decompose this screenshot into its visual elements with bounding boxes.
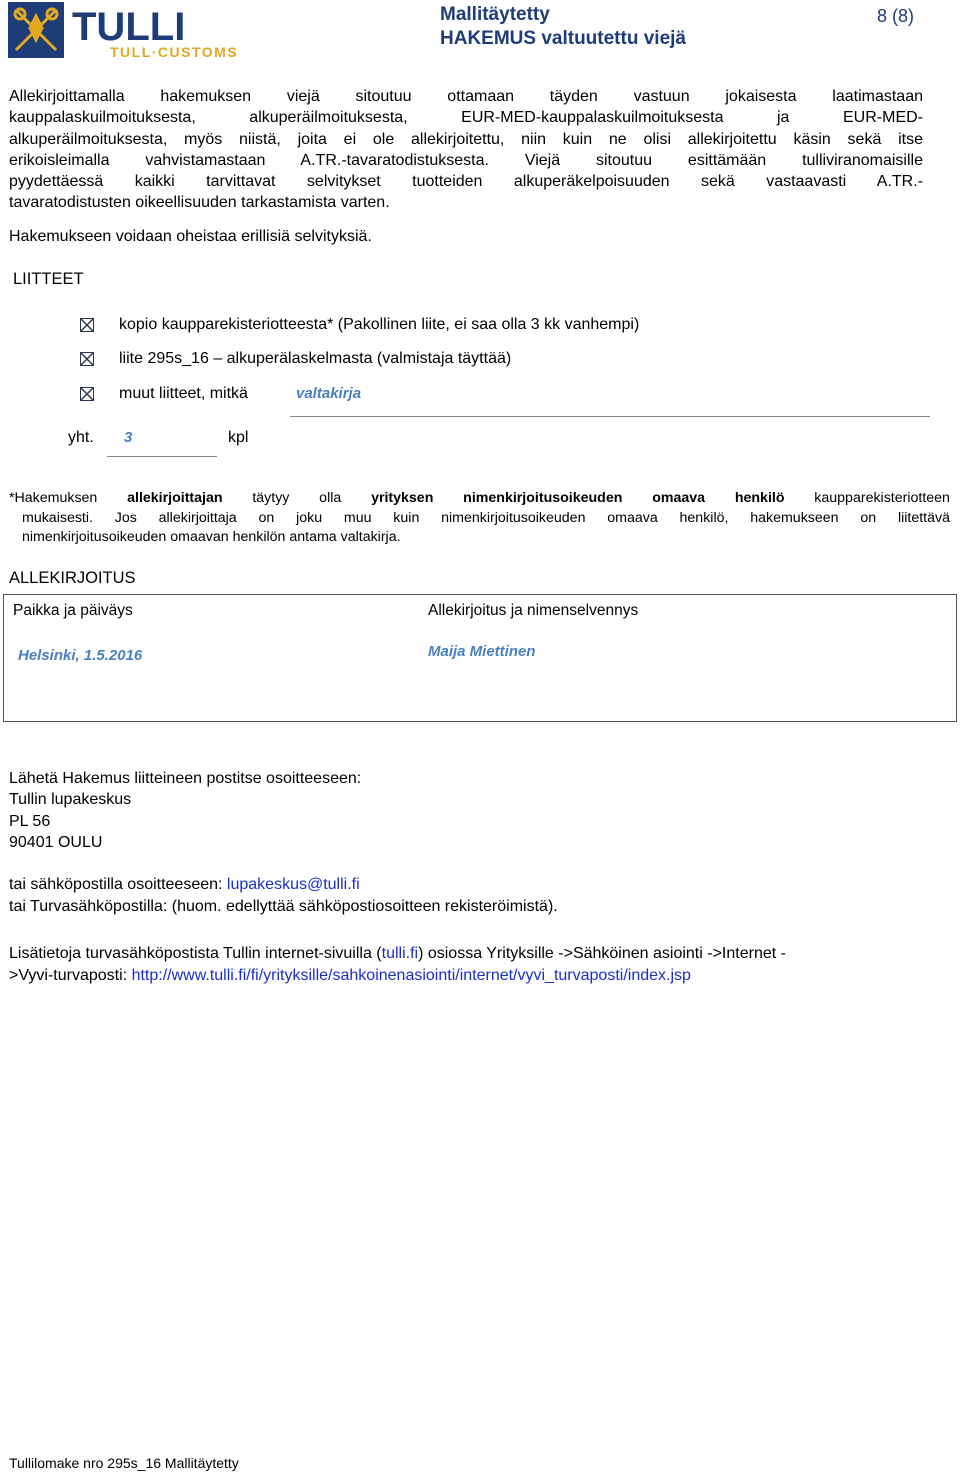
total-unit: kpl [228,429,249,446]
more-info [9,943,909,987]
email-info [9,874,558,918]
signature-heading: ALLEKIRJOITUS [9,569,136,587]
note-line: mukaisesti. Jos allekirjoittaja on joku muu kuin nimenkirjoitusoikeuden omaava henkilö, hakemukseen on liitettävä [22,510,950,526]
attachment-checkbox-extract[interactable] [80,318,94,332]
intro-paragraph [9,86,923,214]
note-text: täytyy olla [252,490,342,506]
email-link[interactable]: lupakeskus@tulli.fi [226,876,360,893]
tulli-emblem-icon [8,2,298,60]
note-line: nimenkirjoitusoikeuden omaavan henkilön antama valtakirja. [22,529,401,545]
note-text: kaupparekisteriotteen [814,490,950,506]
more-info-line [9,943,909,965]
tulli-link[interactable]: tulli.fi [381,945,419,962]
postal-city: 90401 OULU [9,833,103,851]
attachment-checkbox-calculation[interactable] [80,352,94,366]
form-footer: Tullilomake nro 295s_16 Mallitäytetty [9,1455,239,1471]
signature-label: Allekirjoitus ja nimenselvennys [428,602,639,619]
more-info-text: >Vyvi-turvaposti: [9,967,132,984]
attachment-label: kopio kaupparekisteriotteesta* (Pakollinen liite, ei saa olla 3 kk vanhempi) [119,316,640,333]
attachments-heading: LIITTEET [13,270,84,288]
signature-box [3,594,957,722]
place-date-label: Paikka ja päiväys [13,602,133,619]
other-attachments-value: valtakirja [296,385,362,402]
svg-text:TULL·CUSTOMS: TULL·CUSTOMS [110,44,239,60]
postal-recipient: Tullin lupakeskus [9,791,132,809]
turva-line: tai Turvasähköpostilla: (huom. edellyttää sähköpostiosoitteen rekisteröimistä). [9,898,558,915]
intro-line: pyydettäessä kaikki tarvittavat selvitykset tuotteiden alkuperäkelpoisuuden sekä vastaavasti A.TR.- [9,173,923,191]
postal-box: PL 56 [9,812,51,830]
tulli-logo [8,2,298,60]
note-star: *Hakemuksen [9,490,98,506]
more-info-text: Lisätietoja turvasähköpostista Tullin internet-sivuilla ( [9,945,382,962]
vyvi-link[interactable]: http://www.tulli.fi/fi/yrityksille/sahkoinenasiointi/internet/vyvi_turvaposti/index.jsp [131,967,691,984]
postal-instruction: Lähetä Hakemus liitteineen postitse osoitteeseen: [9,770,362,787]
attachment-count-value: 3 [124,429,133,446]
total-prefix: yht. [68,429,94,446]
place-date-value[interactable]: Helsinki, 1.5.2016 [18,647,143,664]
intro-line: erikoisleimalla vahvistamastaan A.TR.-tavaratodistuksesta. Viejä sitoutuu esittämään tulliviranomaisille [9,151,923,169]
more-info-line [9,965,909,987]
intro-extra: Hakemukseen voidaan oheistaa erillisiä selvityksiä. [9,228,372,245]
other-attachments-field[interactable] [290,384,930,417]
attachment-label: liite 295s_16 – alkuperälaskelmasta (valmistaja täyttää) [119,350,512,367]
postal-address [9,768,361,853]
note-line [9,489,950,509]
intro-line: Allekirjoittamalla hakemuksen viejä sitoutuu ottamaan täyden vastuun jokaisesta laatimastaan [9,88,923,105]
intro-line: alkuperäilmoituksesta, myös niistä, joita ei ole allekirjoitettu, niin kuin ne olisi allekirjoitettu käsin sekä itse [9,130,923,148]
document-title: HAKEMUS valtuutettu viejä [440,28,686,49]
check-x-icon [81,388,93,400]
check-x-icon [81,319,93,331]
svg-text:TULLI: TULLI [72,5,186,49]
attachment-count-field[interactable] [107,426,217,457]
note-bold: yrityksen nimenkirjoitusoikeuden omaava henkilö [371,490,785,506]
intro-line: kauppalaskuilmoituksesta, alkuperäilmoituksesta, EUR-MED-kauppalaskuilmoituksesta ja EUR-MED- [9,109,923,127]
note-bold: allekirjoittajan [127,490,223,506]
intro-line: tavaratodistusten oikeellisuuden tarkastamista varten. [9,194,390,212]
check-x-icon [81,353,93,365]
page-number: 8 (8) [876,6,914,26]
email-line [9,874,558,896]
attachment-checkbox-other[interactable] [80,387,94,401]
signature-value[interactable]: Maija Miettinen [428,643,536,660]
attachment-label: muut liitteet, mitkä [119,385,248,402]
more-info-text: ) osiossa Yrityksille ->Sähköinen asiointi ->Internet - [418,945,786,962]
email-prefix: tai sähköpostilla osoitteeseen: [9,876,227,893]
document-type: Mallitäytetty [440,4,550,25]
